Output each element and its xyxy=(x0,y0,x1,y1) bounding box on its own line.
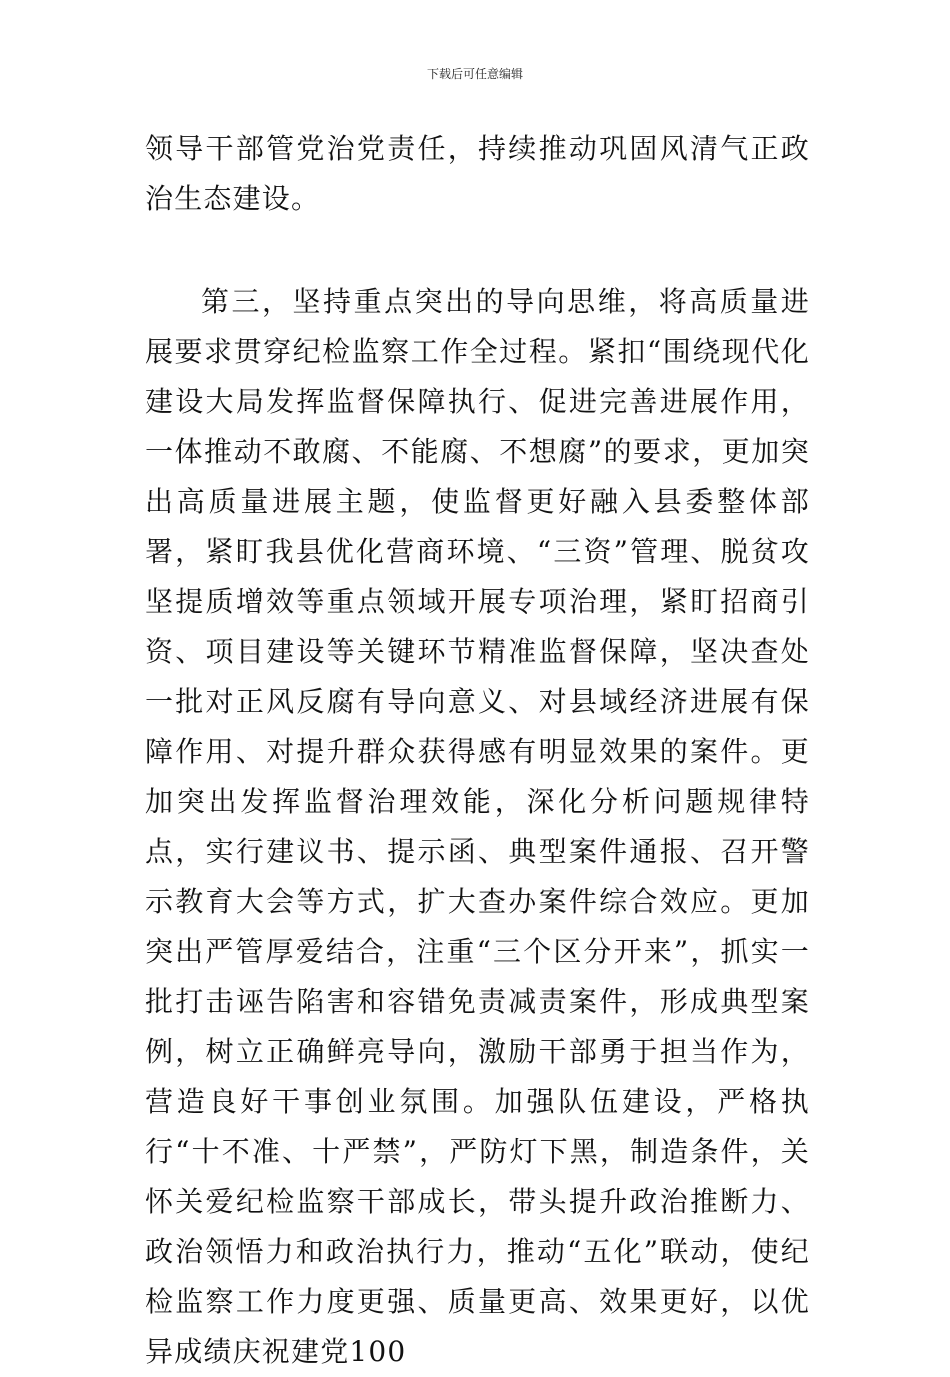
document-body xyxy=(145,124,810,1377)
paragraph-continuation: 领导干部管党治党责任，持续推动巩固风清气正政治生态建设。 xyxy=(145,132,810,215)
paragraph-gap xyxy=(145,224,810,277)
paragraph-third-point: 第三，坚持重点突出的导向思维，将高质量进展要求贯穿纪检监察工作全过程。紧扣“围绕现代化建设大局发挥监督保障执行、促进完善进展作用，一体推动不敢腐、不能腐、不想腐”的要求，更加突出高质量进展主题，使监督更好融入县委整体部署，紧盯我县优化营商环境、“三资”管理、脱贫攻坚提质增效等重点领域开展专项治理，紧盯招商引资、项目建设等关键环节精准监督保障，坚决查处一批对正风反腐有导向意义、对县域经济进展有保障作用、对提升群众获得感有明显效果的案件。更加突出发挥监督治理效能，深化分析问题规律特点，实行建议书、提示函、典型案件通报、召开警示教育大会等方式，扩大查办案件综合效应。更加突出严管厚爱结合，注重“三个区分开来”，抓实一批打击诬告陷害和容错免责减责案件，形成典型案例，树立正确鲜亮导向，激励干部勇于担当作为，营造良好干事创业氛围。加强队伍建设，严格执行“十不准、十严禁”，严防灯下黑，制造条件，关怀关爱纪检监察干部成长，带头提升政治推断力、政治领悟力和政治执行力，推动“五化”联动，使纪检监察工作力度更强、质量更高、效果更好，以优异成绩庆祝建党100 xyxy=(145,285,810,1368)
page-header: 下载后可任意编辑 xyxy=(426,67,523,81)
